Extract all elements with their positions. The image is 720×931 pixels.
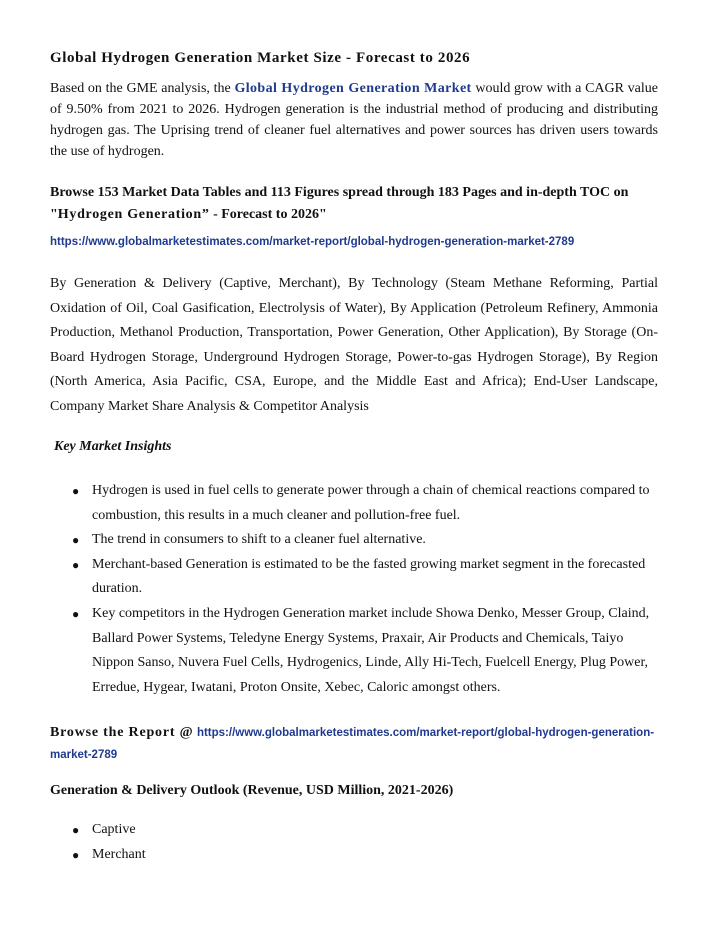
key-insights-heading: Key Market Insights bbox=[54, 439, 172, 454]
list-item bbox=[50, 528, 658, 553]
insights-list bbox=[50, 479, 658, 700]
browse-heading-tail: - Forecast to 2026" bbox=[209, 207, 327, 222]
outlook-heading: Generation & Delivery Outlook (Revenue, USD Million, 2021-2026) bbox=[50, 783, 454, 798]
intro-text-before: Based on the GME analysis, the bbox=[50, 81, 235, 96]
list-item-text: Merchant bbox=[92, 846, 146, 862]
list-item-text: Hydrogen is used in fuel cells to generate power through a chain of chemical reactions compared to combustion, this results in a much cleaner and pollution-free fuel. bbox=[92, 483, 650, 523]
list-item bbox=[50, 843, 658, 868]
report-url-link[interactable]: https://www.globalmarketestimates.com/market-report/global-hydrogen-generation-market-2789 bbox=[50, 236, 575, 248]
intro-text-after: would grow with a CAGR value of 9.50% from 2021 to 2026. Hydrogen generation is the industrial method of producing and distributing hydrogen gas. The Uprising trend of cleaner fuel alternatives and power sources has driven users towards the use of hydrogen. bbox=[50, 81, 659, 159]
document-title: Global Hydrogen Generation Market Size - Forecast to 2026 bbox=[50, 50, 471, 66]
browse-heading-line: Browse 153 Market Data Tables and 113 Figures spread through 183 Pages and in-depth TOC on " bbox=[50, 185, 629, 222]
list-item-text: Captive bbox=[92, 822, 136, 837]
browse-heading-market: Hydrogen Generation” bbox=[57, 207, 210, 222]
list-item bbox=[50, 479, 658, 528]
browse-heading bbox=[50, 182, 658, 226]
market-highlight-link[interactable]: Global Hydrogen Generation Market bbox=[234, 81, 472, 96]
intro-paragraph bbox=[50, 78, 658, 162]
bullet-icon: ● bbox=[72, 533, 80, 548]
bullet-icon: ● bbox=[72, 823, 80, 837]
browse-report-label: Browse the Report @ bbox=[50, 725, 194, 740]
segments-paragraph: By Generation & Delivery (Captive, Merchant), By Technology (Steam Methane Reforming, Partial Oxidation of Oil, Coal Gasification, Electrolysis of Water), By Application (Petroleum Refinery, Ammonia Production, Methanol Production, Transportation, Power Generation, Other Application), By Storage (On-Board Hydrogen Storage, Underground Hydrogen Storage, Power-to-gas Hydrogen Storage), By Region (North America, Asia Pacific, CSA, Europe, and the Middle East and Africa); End-User Landscape, Company Market Share Analysis & Competitor Analysis bbox=[50, 276, 658, 414]
bullet-icon: ● bbox=[72, 847, 80, 862]
browse-report-line bbox=[50, 722, 658, 766]
bullet-icon: ● bbox=[72, 606, 80, 621]
list-item-text: The trend in consumers to shift to a cleaner fuel alternative. bbox=[92, 532, 426, 548]
list-item bbox=[50, 602, 658, 700]
browse-report-link[interactable]: https://www.globalmarketestimates.com/market-report/global-hydrogen-generation-market-2789 bbox=[50, 727, 655, 761]
bullet-icon: ● bbox=[72, 557, 80, 572]
list-item bbox=[50, 818, 658, 843]
bullet-icon: ● bbox=[72, 484, 80, 498]
outlook-list bbox=[50, 818, 658, 867]
list-item-text: Key competitors in the Hydrogen Generation market include Showa Denko, Messer Group, Claind, Ballard Power Systems, Teledyne Energy Systems, Praxair, Air Products and Chemicals, Taiyo Nippon Sanso, Nuvera Fuel Cells, Hydrogenics, Linde, Ally Hi-Tech, Fuelcell Energy, Plug Power, Erredue, Hygear, Iwatani, Proton Onsite, Xebec, Caloric amongst others. bbox=[92, 605, 650, 695]
list-item-text: Merchant-based Generation is estimated to be the fasted growing market segment in the forecasted duration. bbox=[92, 556, 646, 597]
list-item bbox=[50, 553, 658, 602]
